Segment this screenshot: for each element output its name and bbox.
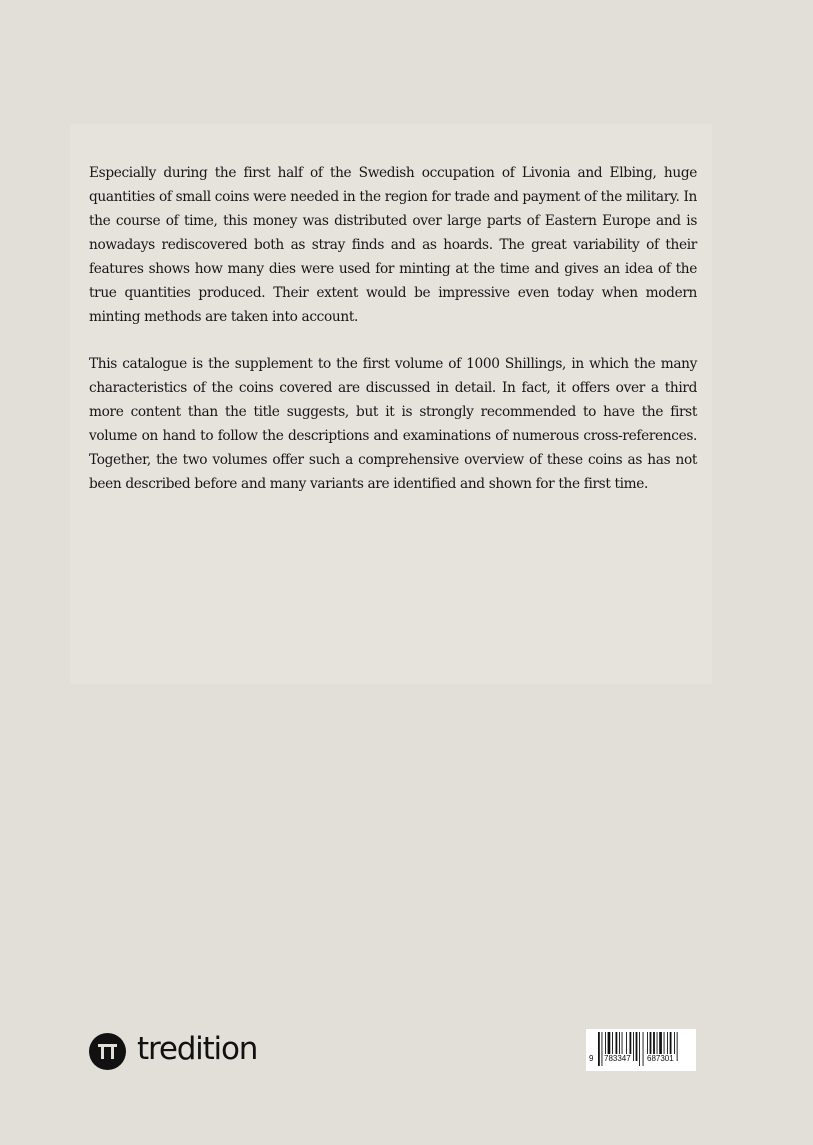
barcode-bar bbox=[639, 1032, 640, 1066]
tredition-logo-icon bbox=[89, 1033, 126, 1070]
barcode-left-digits: 783347 bbox=[604, 1054, 631, 1063]
barcode-bars bbox=[586, 1029, 696, 1071]
barcode-bar bbox=[643, 1032, 644, 1066]
barcode-bar bbox=[633, 1032, 634, 1061]
barcode-lead-digit: 9 bbox=[589, 1054, 594, 1063]
barcode-right-digits: 687301 bbox=[647, 1054, 674, 1063]
isbn-barcode bbox=[586, 1029, 696, 1071]
publisher-name: tredition bbox=[137, 1031, 258, 1067]
description-paragraph-1: Especially during the first half of the Swedish occupation of Livonia and Elbing, huge quantities of small coins were needed in the region for trade and payment of the military. In the course of time, this money was distributed over large parts of Eastern Europe and is nowadays rediscovered both as stray finds and as hoards. The great variability of their features shows how many dies were used for minting at the time and gives an idea of the true quantities produced. Their extent would be impressive even today when modern minting methods are taken into account. bbox=[89, 165, 697, 325]
barcode-bar bbox=[677, 1032, 678, 1061]
barcode-bar bbox=[598, 1032, 600, 1066]
description-paragraph-2: This catalogue is the supplement to the first volume of 1000 Shillings, in which the many characteristics of the coins covered are discussed in detail. In fact, it offers over a third more content than the title suggests, but it is strongly recommended to have the first volume on hand to follow the descriptions and examinations of numerous cross-references. Together, the two volumes offer such a comprehensive overview of these coins as has not been described before and many variants are identified and shown for the first time. bbox=[89, 356, 697, 492]
barcode-bar bbox=[636, 1032, 638, 1061]
publisher-logo bbox=[89, 1032, 257, 1070]
